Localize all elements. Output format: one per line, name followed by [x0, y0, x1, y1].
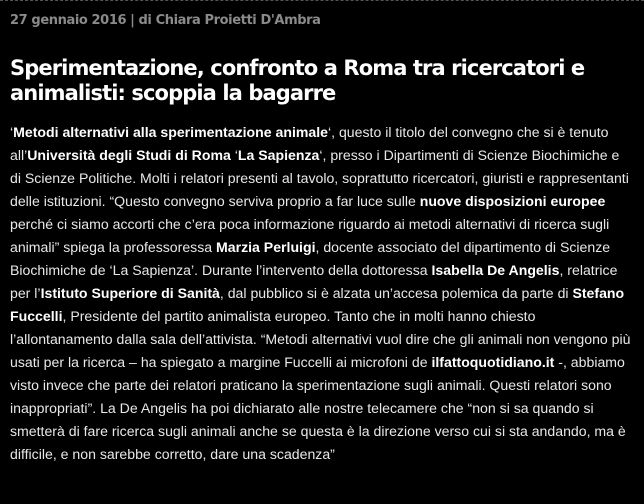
body-text-segment: , dal pubblico si è alzata un’accesa polemica da parte di — [219, 285, 573, 301]
body-bold-text: Isabella De Angelis — [431, 262, 560, 278]
author-byline[interactable]: di Chiara Proietti D'Ambra — [138, 13, 321, 28]
body-bold-text: ilfattoquotidiano.it — [431, 354, 555, 370]
body-bold-text: Università degli Studi di Roma — [27, 147, 231, 163]
article-title[interactable]: Sperimentazione, confronto a Roma tra ricercatori e animalisti: scoppia la bagarre — [10, 56, 585, 105]
body-bold-text: Metodi alternativi alla sperimentazione animale — [13, 124, 328, 140]
top-divider — [0, 0, 644, 1]
body-text-segment: , Presidente del partito animalista europeo. Tanto che in molti hanno chiesto l’allontanamento dalla sala dell’attivista. “Metodi alternativi vuol dire che gli animali non vengono più usati per la ricerca – ha spiegato a margine Fuccelli ai microfoni de — [10, 308, 631, 370]
body-text-segment: ‘ — [10, 124, 14, 140]
body-bold-text: nuove disposizioni europee — [419, 193, 606, 209]
article-body — [10, 121, 634, 466]
body-text-segment: -, abbiamo visto invece che parte dei relatori praticano la sperimentazione sugli animali. Questi relatori sono inappropriati”. La De Angelis ha poi dichiarato alle nostre telecamere che “non si sa quando si smetterà di fare ricerca sugli animali anche se questa è la direzione verso cui si sta andando, ma è difficile, e non sarebbe corretto, dare una scadenza” — [10, 354, 626, 462]
article-meta — [10, 13, 321, 28]
publish-date: 27 gennaio 2016 — [10, 13, 127, 28]
body-text-segment: , docente associato del dipartimento di Scienze Biochimiche de ‘La Sapienza’. Durante l’intervento della dottoressa — [10, 239, 611, 278]
body-text-segment: perché ci siamo accorti che c’era poca informazione riguardo ai metodi alternativi di ricerca sugli animali” spiega la professoressa — [10, 216, 610, 255]
body-text-segment: ‘, questo il titolo del convegno che si è tenuto all’ — [10, 124, 609, 163]
body-bold-text: Istituto Superiore di Sanità — [40, 285, 220, 301]
body-bold-text: Stefano Fuccelli — [10, 285, 625, 324]
body-bold-text: Marzia Perluigi — [216, 239, 316, 255]
body-text-segment: ‘, presso i Dipartimenti di Scienze Biochimiche e di Scienze Politiche. Molti i relatori presenti al tavolo, soprattutto ricercatori, giuristi e rappresentanti delle istituzioni. “Questo convegno serviva proprio a far luce sulle — [10, 147, 629, 209]
body-text-segment: ‘ — [230, 147, 238, 163]
meta-separator: | — [130, 13, 135, 28]
body-bold-text: La Sapienza — [237, 147, 320, 163]
body-text-segment: , relatrice per l’ — [10, 262, 618, 301]
